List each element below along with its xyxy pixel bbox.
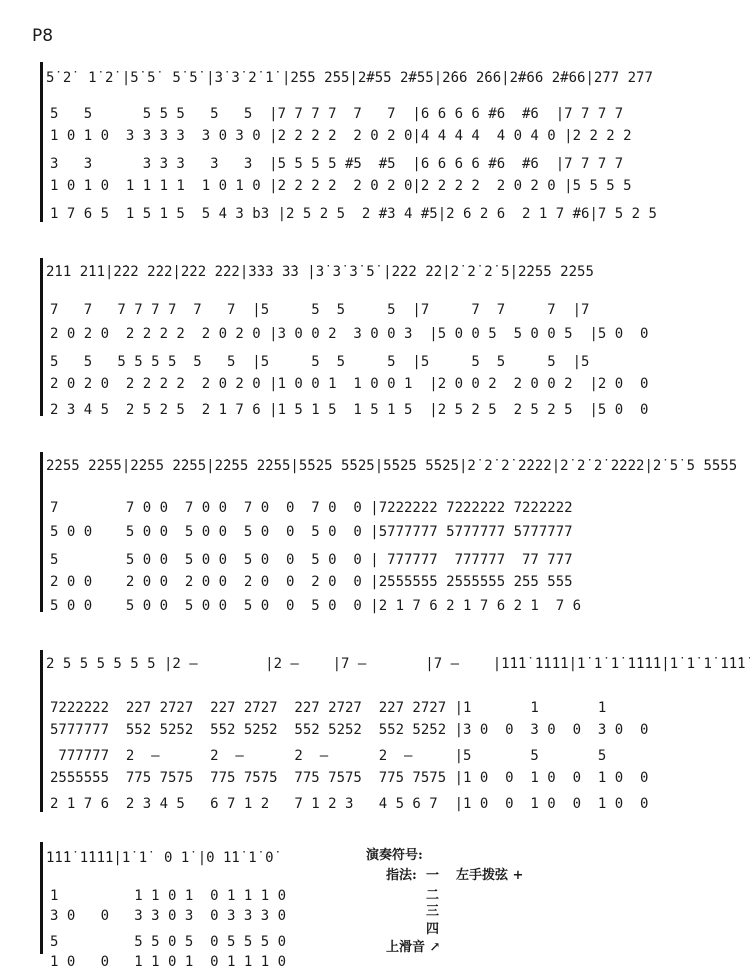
score-row-voice: 7222222 227 2727 227 2727 227 2727 227 2727 |1 1 1	[50, 700, 607, 716]
score-row-voice: 7 7 7 7 7 7 7 7 |5 5 5 5 |7 7 7 7 |7	[50, 302, 590, 318]
score-row-voice: 5777777 552 5252 552 5252 552 5252 552 5252 |3 0 0 3 0 0 3 0 0	[50, 722, 649, 738]
score-row-voice: 3 3 3 3 3 3 3 |5 5 5 5 #5 #5 |6 6 6 6 #6 #6 |7 7 7 7	[50, 156, 624, 172]
score-row-voice: 1 0 1 0 3 3 3 3 3 0 3 0 |2 2 2 2 2 0 2 0|4 4 4 4 4 0 4 0 |2 2 2 2	[50, 128, 632, 144]
system-left-barline	[40, 650, 43, 812]
legend-finger-4: 四	[426, 922, 440, 937]
legend-title: 演奏符号:	[366, 848, 423, 863]
score-row-melody: 5̇ 2̇ 1̇ 2̇ |5̇ 5̇ 5̇ 5̇ |3̇ 3̇ 2̇ 1̇ |2̇55 2̇55|2̇#55 2̇#55|2̇66 2̇66|2̇#66 2̇#66|2̇77 2̇77	[46, 70, 653, 86]
legend-finger-2: 二	[426, 888, 440, 903]
score-row-voice: 5 5 5 0 5 0 5 5 5 0	[50, 934, 287, 950]
score-row-voice: 777777 2 — 2 — 2 — 2 — |5 5 5	[50, 748, 607, 764]
score-row-voice: 2 0 2 0 2 2 2 2 2 0 2 0 |1 0 0 1 1 0 0 1 |2 0 0 2 2 0 0 2 |2 0 0	[50, 376, 649, 392]
score-row-voice: 2 0 0 2 0 0 2 0 0 2 0 0 2 0 0 |2555555 2555555 255 555	[50, 574, 573, 590]
legend-fingering-label: 指法:	[386, 868, 417, 883]
score-row-voice: 5 5 5 5 5 5 5 |7 7 7 7 7 7 |6 6 6 6 #6 #6 |7 7 7 7	[50, 106, 624, 122]
score-row-melody: 2̇255 2̇255|2̇255 2̇255|2̇255 2̇255|5̇525 5̇525|5̇525 5̇525|2̇ 2̇ 2̇ 2̇222|2̇ 2̇ 2̇ 2̇222|2̇ 5̇ 5 5555	[46, 458, 738, 474]
legend-left-pluck: 左手拨弦 +	[456, 868, 524, 883]
system-left-barline	[40, 258, 43, 416]
score-row-melody: 2̇11 2̇11|2̇22 2̇22|2̇22 2̇22|3̇33 3̇3 |3̇ 3̇ 3̇ 5̇ |2̇22 2̇2|2̇ 2̇ 2̇ 5̇|2̇255 2̇255	[46, 264, 594, 280]
score-row-voice: 1 0 1 0 1 1 1 1 1 0 1 0 |2 2 2 2 2 0 2 0|2 2 2 2 2 0 2 0 |5 5 5 5	[50, 178, 632, 194]
score-row-voice: 3 0 0 3 3 0 3 0 3 3 3 0	[50, 908, 287, 924]
score-row-melody: 2 5 5 5 5 5 5 |2 — |2 — |7 — |7 — |1̇1̇1̇ 1̇1̇1̇1̇|1̇ 1̇ 1̇ 1̇1̇1̇1̇|1̇ 1̇ 1̇ 1̇1̇1̇	[46, 656, 746, 672]
legend-glide: 上滑音 ↗	[386, 940, 441, 955]
score-row-melody: 1̇1̇1̇ 1̇1̇1̇1̇|1̇ 1̇ 0 1̇ |0 1̇1̇ 1̇ 0̇	[46, 850, 274, 866]
score-row-voice: 7 7 0 0 7 0 0 7 0 0 7 0 0 |7222222 7222222 7222222	[50, 500, 573, 516]
score-row-bass: 1 7 6 5 1 5 1 5 5 4 3 b3 |2 5 2 5 2 #3 4 #5|2 6 2 6 2 1 7 #6|7 5 2 5	[50, 206, 657, 222]
system-left-barline	[40, 842, 43, 954]
score-row-voice: 1 0 0 1 1 0 1 0 1 1 1 0	[50, 954, 287, 970]
score-row-bass: 2 3 4 5 2 5 2 5 2 1 7 6 |1 5 1 5 1 5 1 5 |2 5 2 5 2 5 2 5 |5 0 0	[50, 402, 649, 418]
page-number: P8	[32, 26, 54, 46]
legend-finger-3: 三	[426, 904, 440, 919]
score-row-voice: 2 0 2 0 2 2 2 2 2 0 2 0 |3 0 0 2 3 0 0 3 |5 0 0 5 5 0 0 5 |5 0 0	[50, 326, 649, 342]
score-row-voice: 5 5 0 0 5 0 0 5 0 0 5 0 0 | 777777 777777 77 777	[50, 552, 573, 568]
score-row-bass: 5 0 0 5 0 0 5 0 0 5 0 0 5 0 0 |2 1 7 6 2 1 7 6 2 1 7 6	[50, 598, 582, 614]
score-row-voice: 1 1 1 0 1 0 1 1 1 0	[50, 888, 287, 904]
system-left-barline	[40, 62, 43, 222]
score-row-voice: 5 5 5 5 5 5 5 5 |5 5 5 5 |5 5 5 5 |5	[50, 354, 590, 370]
score-row-bass: 2 1 7 6 2 3 4 5 6 7 1 2 7 1 2 3 4 5 6 7 |1 0 0 1 0 0 1 0 0	[50, 796, 649, 812]
system-left-barline	[40, 452, 43, 612]
legend-finger-1: 一	[426, 868, 440, 883]
score-row-voice: 2555555 775 7575 775 7575 775 7575 775 7575 |1 0 0 1 0 0 1 0 0	[50, 770, 649, 786]
score-row-voice: 5 0 0 5 0 0 5 0 0 5 0 0 5 0 0 |5777777 5777777 5777777	[50, 524, 573, 540]
